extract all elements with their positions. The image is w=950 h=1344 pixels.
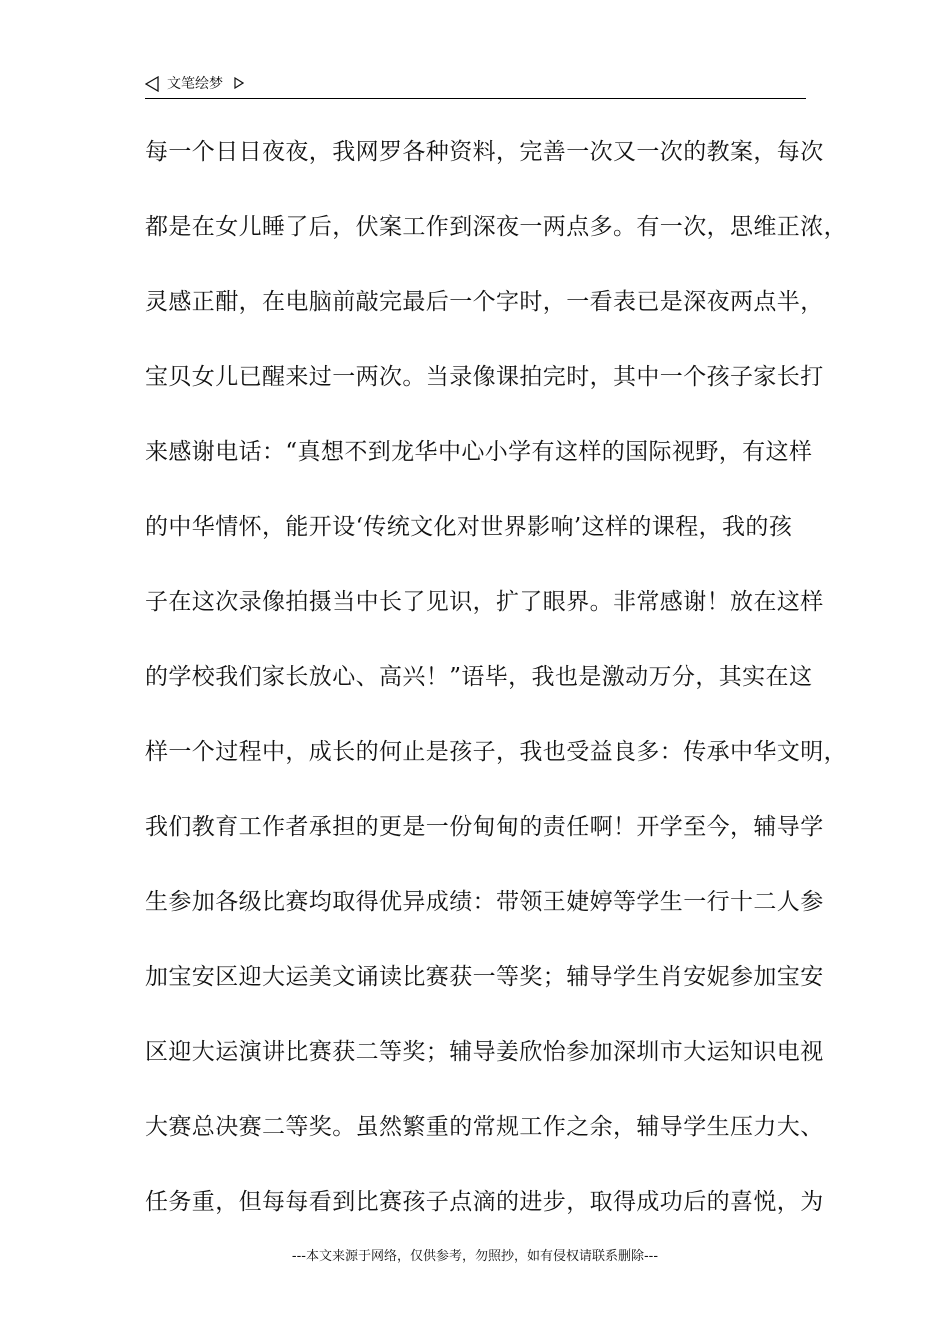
text-line: 大赛总决赛二等奖。虽然繁重的常规工作之余，辅导学生压力大、 [145, 1114, 824, 1140]
text-line: 的中华情怀，能开设‘传统文化对世界影响’这样的课程，我的孩 [145, 514, 793, 540]
text-line: 宝贝女儿已醒来过一两次。当录像课拍完时，其中一个孩子家长打 [145, 364, 824, 390]
page-header [145, 74, 806, 99]
text-line: 灵感正酣，在电脑前敲完最后一个字时，一看表已是深夜两点半， [145, 289, 824, 315]
text-line: 每一个日日夜夜，我网罗各种资料，完善一次又一次的教案，每次 [145, 139, 824, 165]
right-triangle-outline-icon [234, 77, 244, 89]
text-line: 我们教育工作者承担的更是一份甸甸的责任啊！开学至今，辅导学 [145, 814, 824, 840]
text-line: 样一个过程中，成长的何止是孩子，我也受益良多：传承中华文明， [145, 739, 847, 765]
text-line: 子在这次录像拍摄当中长了见识，扩了眼界。非常感谢！放在这样 [145, 589, 824, 615]
text-line: 区迎大运演讲比赛获二等奖；辅导姜欣怡参加深圳市大运知识电视 [145, 1039, 824, 1065]
header-title: 文笔绘梦 [167, 76, 223, 92]
text-line: 都是在女儿睡了后，伏案工作到深夜一两点多。有一次，思维正浓， [145, 214, 847, 240]
text-line: 任务重，但每每看到比赛孩子点滴的进步，取得成功后的喜悦，为 [145, 1189, 824, 1215]
text-line: 加宝安区迎大运美文诵读比赛获一等奖；辅导学生肖安妮参加宝安 [145, 964, 824, 990]
text-line: 的学校我们家长放心、高兴！”语毕，我也是激动万分，其实在这 [145, 664, 813, 690]
footer-disclaimer: ---本文来源于网络，仅供参考，勿照抄，如有侵权请联系删除--- [291, 1249, 659, 1264]
body-text [145, 130, 847, 1255]
text-line: 生参加各级比赛均取得优异成绩：带领王婕婷等学生一行十二人参 [145, 889, 824, 915]
left-triangle-outline-icon [145, 76, 159, 92]
text-line: 来感谢电话：“真想不到龙华中心小学有这样的国际视野，有这样 [145, 439, 813, 465]
